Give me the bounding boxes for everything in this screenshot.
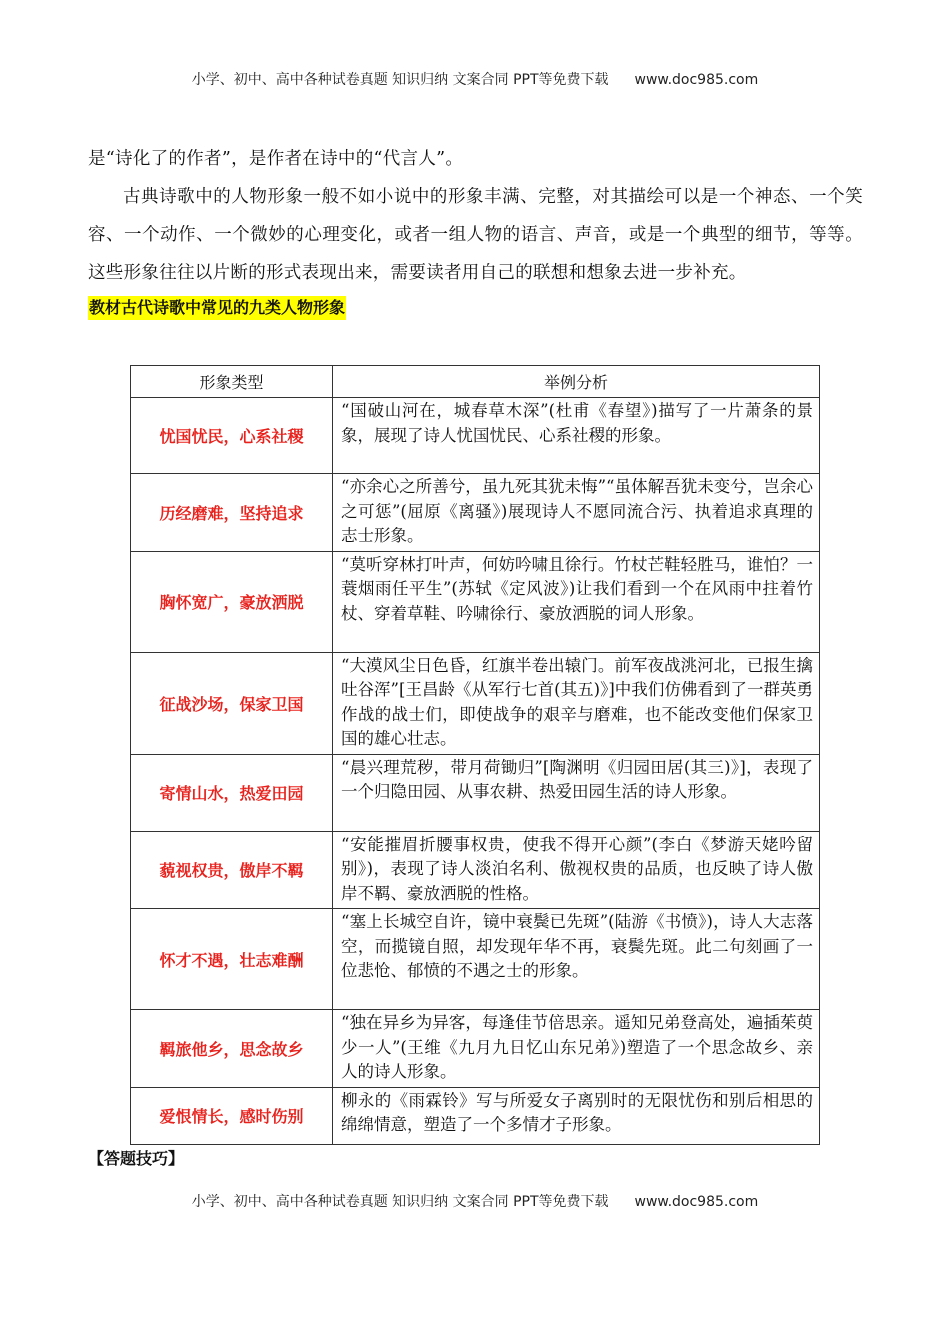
type-cell: 藐视权贵，傲岸不羁	[131, 831, 333, 909]
main-content	[88, 140, 863, 320]
header-analysis: 举例分析	[333, 366, 820, 398]
footer-text: 小学、初中、高中各种试卷真题 知识归纳 文案合同 PPT等免费下载	[191, 1194, 609, 1210]
header-type: 形象类型	[131, 366, 333, 398]
table-row	[131, 398, 820, 474]
page-header	[0, 69, 950, 89]
type-cell: 寄情山水，热爱田园	[131, 754, 333, 831]
tips-heading: 【答题技巧】	[88, 1149, 185, 1168]
analysis-cell: “亦余心之所善兮，虽九死其犹未悔”“虽体解吾犹未变兮，岂余心之可惩”(屈原《离骚》)展现诗人不愿同流合污、执着追求真理的志士形象。	[333, 474, 820, 552]
analysis-cell: “晨兴理荒秽，带月荷锄归”[陶渊明《归园田居(其三)》]，表现了一个归隐田园、从事农耕、热爱田园生活的诗人形象。	[333, 754, 820, 831]
table-row	[131, 1010, 820, 1088]
type-cell: 怀才不遇，壮志难酬	[131, 909, 333, 1010]
type-cell: 爱恨情长，感时伤别	[131, 1087, 333, 1144]
analysis-cell: “大漠风尘日色昏，红旗半卷出辕门。前军夜战洮河北，已报生擒吐谷浑”[王昌龄《从军行七首(其五)》]中我们仿佛看到了一群英勇作战的战士们，即使战争的艰辛与磨难，也不能改变他们保家卫国的雄心壮志。	[333, 652, 820, 754]
page-footer	[0, 1191, 950, 1211]
table-row	[131, 754, 820, 831]
section-title: 教材古代诗歌中常见的九类人物形象	[88, 296, 346, 320]
analysis-cell: “独在异乡为异客，每逢佳节倍思亲。遥知兄弟登高处，遍插茱萸少一人”(王维《九月九日忆山东兄弟》)塑造了一个思念故乡、亲人的诗人形象。	[333, 1010, 820, 1088]
table-row	[131, 474, 820, 552]
table-row	[131, 831, 820, 909]
type-cell: 忧国忧民，心系社稷	[131, 398, 333, 474]
paragraph-1: 是“诗化了的作者”，是作者在诗中的“代言人”。	[88, 149, 464, 169]
paragraph-2: 古典诗歌中的人物形象一般不如小说中的形象丰满、完整，对其描绘可以是一个神态、一个笑容、一个动作、一个微妙的心理变化，或者一组人物的语言、声音，或是一个典型的细节，等等。这些形象往往以片断的形式表现出来，需要读者用自己的联想和想象去进一步补充。	[88, 187, 863, 283]
character-types-table	[130, 365, 820, 1145]
analysis-cell: 柳永的《雨霖铃》写与所爱女子离别时的无限忧伤和别后相思的绵绵情意，塑造了一个多情才子形象。	[333, 1087, 820, 1144]
header-url[interactable]: www.doc985.com	[634, 72, 759, 88]
table-row	[131, 652, 820, 754]
table-header-row	[131, 366, 820, 398]
table-row	[131, 1087, 820, 1144]
type-cell: 羁旅他乡，思念故乡	[131, 1010, 333, 1088]
analysis-cell: “莫听穿林打叶声，何妨吟啸且徐行。竹杖芒鞋轻胜马，谁怕？一蓑烟雨任平生”(苏轼《定风波》)让我们看到一个在风雨中拄着竹杖、穿着草鞋、吟啸徐行、豪放洒脱的词人形象。	[333, 551, 820, 652]
analysis-cell: “塞上长城空自许，镜中衰鬓已先斑”(陆游《书愤》)，诗人大志落空，而揽镜自照，却发现年华不再，衰鬓先斑。此二句刻画了一位悲怆、郁愤的不遇之士的形象。	[333, 909, 820, 1010]
analysis-cell: “国破山河在，城春草木深”(杜甫《春望》)描写了一片萧条的景象，展现了诗人忧国忧民、心系社稷的形象。	[333, 398, 820, 474]
table-row	[131, 909, 820, 1010]
type-cell: 征战沙场，保家卫国	[131, 652, 333, 754]
type-cell: 胸怀宽广，豪放洒脱	[131, 551, 333, 652]
type-cell: 历经磨难，坚持追求	[131, 474, 333, 552]
header-text: 小学、初中、高中各种试卷真题 知识归纳 文案合同 PPT等免费下载	[191, 72, 609, 88]
analysis-cell: “安能摧眉折腰事权贵，使我不得开心颜”(李白《梦游天姥吟留别》)，表现了诗人淡泊名利、傲视权贵的品质，也反映了诗人傲岸不羁、豪放洒脱的性格。	[333, 831, 820, 909]
footer-url[interactable]: www.doc985.com	[634, 1194, 759, 1210]
table-row	[131, 551, 820, 652]
